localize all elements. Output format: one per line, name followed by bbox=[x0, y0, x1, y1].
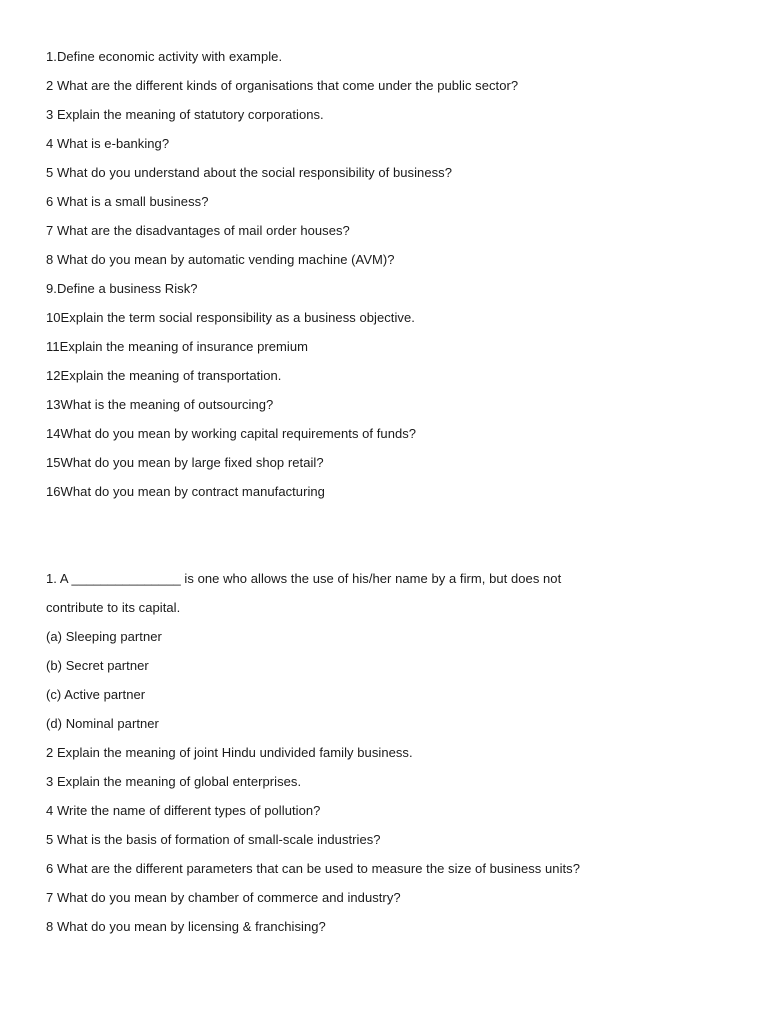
question-line: 5 What do you understand about the social responsibility of business? bbox=[46, 165, 452, 180]
question-line: 16What do you mean by contract manufacturing bbox=[46, 484, 325, 499]
question-line: 11Explain the meaning of insurance premium bbox=[46, 339, 309, 354]
question-line: 13What is the meaning of outsourcing? bbox=[46, 397, 274, 412]
option-line: (a) Sleeping partner bbox=[46, 629, 162, 644]
question-line: 1. A _______________ is one who allows the use of his/her name by a firm, but does not bbox=[46, 571, 562, 586]
question-line: 12Explain the meaning of transportation. bbox=[46, 368, 282, 383]
option-line: (c) Active partner bbox=[46, 687, 146, 702]
mixed-questions bbox=[46, 564, 746, 941]
question-line: 4 Write the name of different types of pollution? bbox=[46, 803, 321, 818]
question-line: 2 Explain the meaning of joint Hindu undivided family business. bbox=[46, 745, 413, 760]
question-line: 2 What are the different kinds of organisations that come under the public sector? bbox=[46, 78, 519, 93]
question-line: 4 What is e-banking? bbox=[46, 136, 170, 151]
option-line: (d) Nominal partner bbox=[46, 716, 159, 731]
option-line: (b) Secret partner bbox=[46, 658, 149, 673]
short-answer-questions bbox=[46, 42, 746, 506]
question-line: 9.Define a business Risk? bbox=[46, 281, 198, 296]
question-line: 7 What do you mean by chamber of commerce and industry? bbox=[46, 890, 401, 905]
question-line: 3 Explain the meaning of global enterprises. bbox=[46, 774, 302, 789]
question-line: 8 What do you mean by automatic vending machine (AVM)? bbox=[46, 252, 395, 267]
question-line: 15What do you mean by large fixed shop retail? bbox=[46, 455, 324, 470]
question-line: 10Explain the term social responsibility as a business objective. bbox=[46, 310, 415, 325]
question-line: 3 Explain the meaning of statutory corporations. bbox=[46, 107, 324, 122]
question-line: 6 What are the different parameters that can be used to measure the size of business units? bbox=[46, 861, 581, 876]
question-line: 5 What is the basis of formation of small-scale industries? bbox=[46, 832, 381, 847]
question-line: 1.Define economic activity with example. bbox=[46, 49, 283, 64]
question-line: 14What do you mean by working capital requirements of funds? bbox=[46, 426, 417, 441]
question-line: contribute to its capital. bbox=[46, 600, 181, 615]
question-line: 8 What do you mean by licensing & franchising? bbox=[46, 919, 326, 934]
question-line: 7 What are the disadvantages of mail order houses? bbox=[46, 223, 350, 238]
question-line: 6 What is a small business? bbox=[46, 194, 209, 209]
